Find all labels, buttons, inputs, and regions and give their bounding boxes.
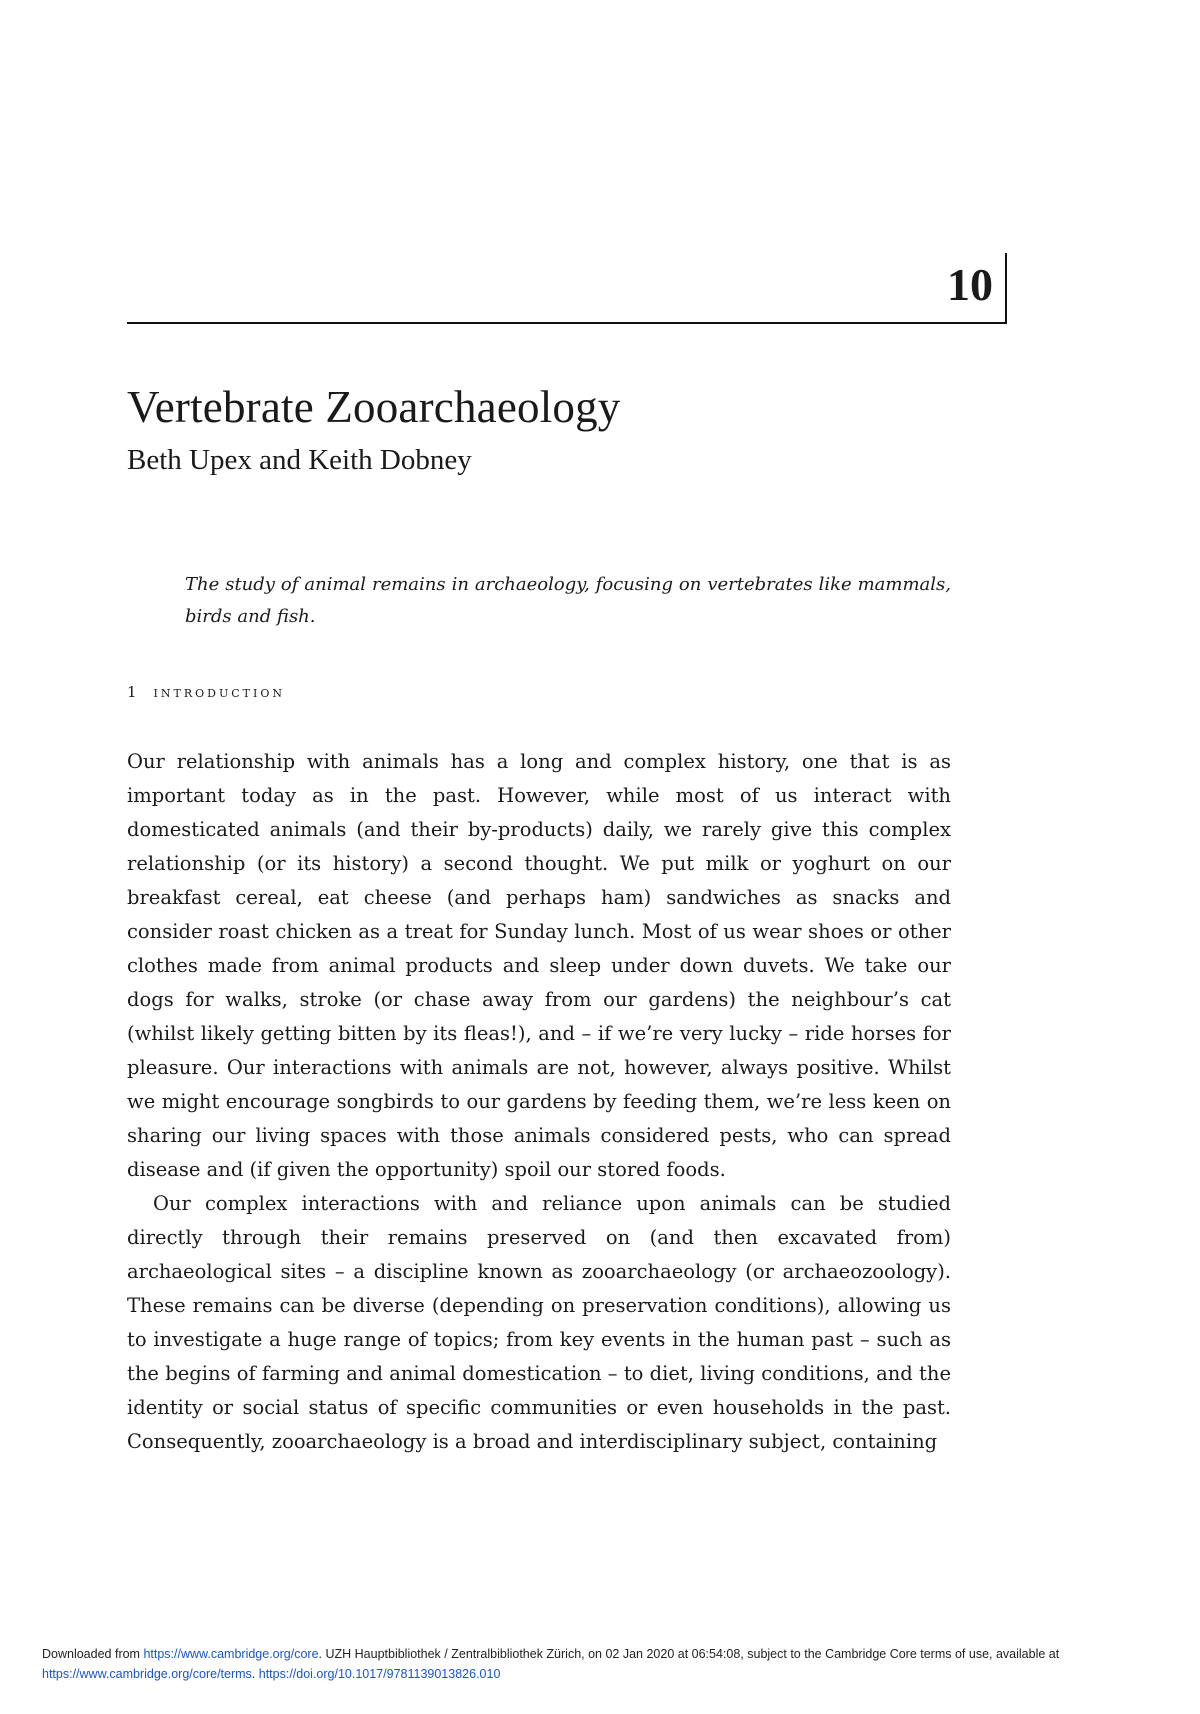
chapter-title: Vertebrate Zooarchaeology xyxy=(127,382,621,432)
chapter-number-bar xyxy=(1005,253,1007,324)
chapter-header-rule xyxy=(127,322,1007,324)
section-title: introduction xyxy=(153,683,285,701)
footer-core-link[interactable]: https://www.cambridge.org/core xyxy=(143,1647,319,1661)
chapter-number: 10 xyxy=(947,259,993,310)
section-number: 1 xyxy=(127,683,140,701)
footer-terms-link[interactable]: https://www.cambridge.org/core/terms xyxy=(42,1667,252,1681)
footer-middle: . UZH Hauptbibliothek / Zentralbibliothek Zürich, on 02 Jan 2020 at 06:54:08, subject to the Cambridge Core terms of use, available at xyxy=(318,1647,1060,1661)
download-footer xyxy=(42,1644,1172,1684)
footer-doi-link[interactable]: https://doi.org/10.1017/9781139013826.010 xyxy=(258,1667,501,1681)
chapter-abstract: The study of animal remains in archaeology, focusing on vertebrates like mammals, birds and fish. xyxy=(185,574,951,627)
body-text xyxy=(127,745,951,1459)
body-paragraph: Our complex interactions with and reliance upon animals can be studied directly through their remains preserved on (and then excavated from) archaeological sites – a discipline known as zooarchaeology (or archaeozoology). These remains can be diverse (depending on preservation conditions), allowing us to investigate a huge range of topics; from key events in the human past – such as the begins of farming and animal domestication – to diet, living conditions, and the identity or social status of specific communities or even households in the past. Consequently, zooarchaeology is a broad and interdisciplinary subject, containing xyxy=(127,1192,951,1453)
body-paragraph: Our relationship with animals has a long and complex history, one that is as important today as in the past. However, while most of us interact with domesticated animals (and their by-products) daily, we rarely give this complex relationship (or its history) a second thought. We put milk or yoghurt on our breakfast cereal, eat cheese (and perhaps ham) sandwiches as snacks and consider roast chicken as a treat for Sunday lunch. Most of us wear shoes or other clothes made from animal products and sleep under down duvets. We take our dogs for walks, stroke (or chase away from our gardens) the neighbour’s cat (whilst likely getting bitten by its fleas!), and – if we’re very lucky – ride horses for pleasure. Our interactions with animals are not, however, always positive. Whilst we might encourage songbirds to our gardens by feeding them, we’re less keen on sharing our living spaces with those animals considered pests, who can spread disease and (if given the opportunity) spoil our stored foods. xyxy=(127,750,951,1181)
footer-prefix: Downloaded from xyxy=(42,1647,144,1661)
chapter-authors: Beth Upex and Keith Dobney xyxy=(127,444,472,476)
section-heading xyxy=(127,683,285,701)
footer-separator: . xyxy=(251,1667,259,1681)
